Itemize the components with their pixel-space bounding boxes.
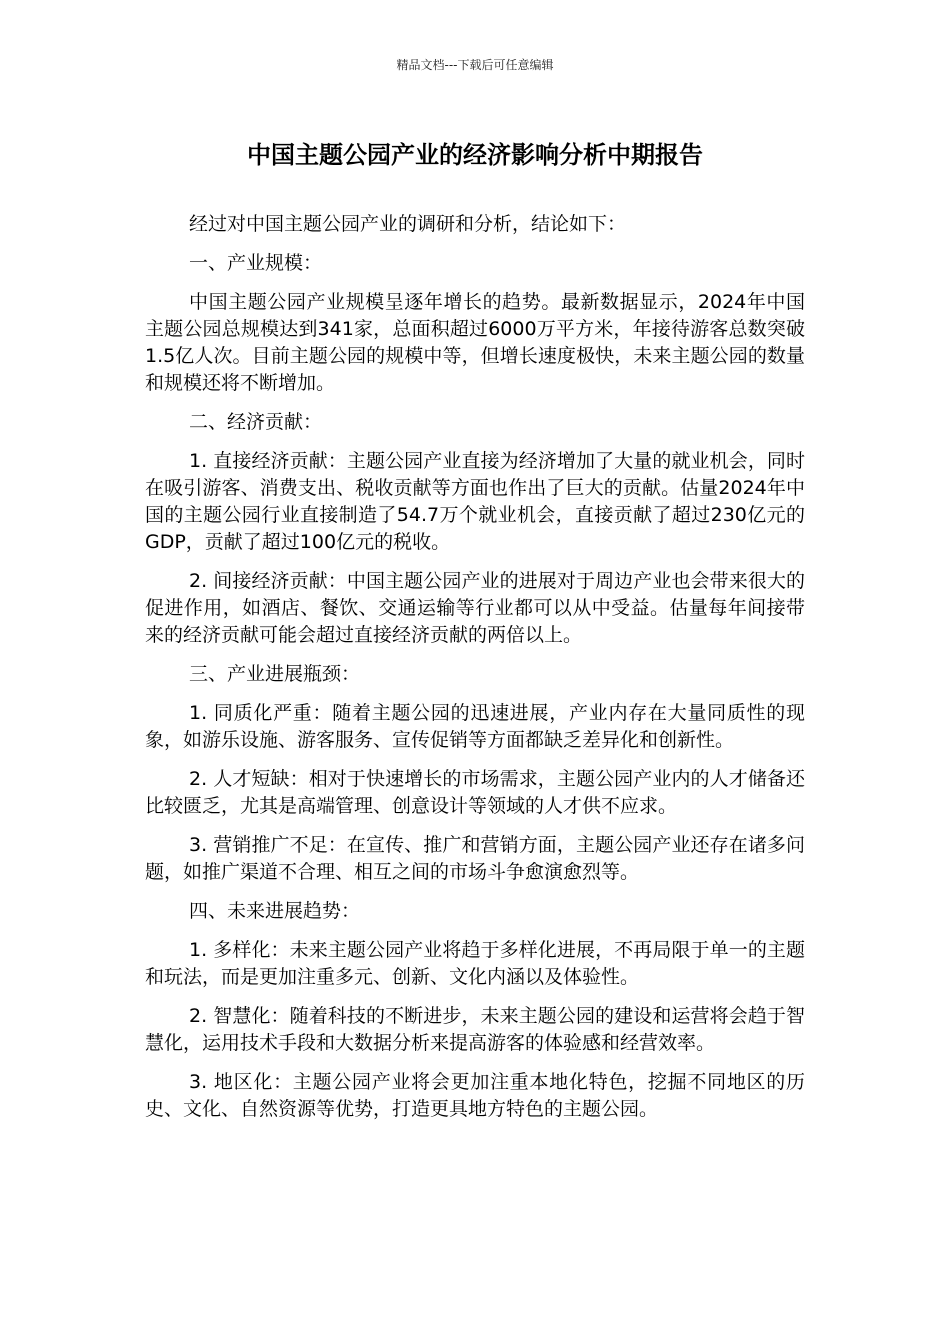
paragraph-direct-contribution: 1. 直接经济贡献：主题公园产业直接为经济增加了大量的就业机会，同时在吸引游客、消费支出、税收贡献等方面也作出了巨大的贡献。估量2024年中国的主题公园行业直接制造了54.7万个就业机会，直接贡献了超过230亿元的GDP，贡献了超过100亿元的税收。 — [145, 450, 805, 553]
section-heading-bottlenecks: 三、产业进展瓶颈： — [189, 663, 361, 685]
document-body — [145, 211, 805, 1135]
paragraph-homogenization: 1. 同质化严重：随着主题公园的迅速进展，产业内存在大量同质性的现象，如游乐设施、游客服务、宣传促销等方面都缺乏差异化和创新性。 — [145, 702, 805, 751]
section-heading-future-trends: 四、未来进展趋势： — [189, 900, 361, 922]
paragraph-talent-shortage: 2. 人才短缺：相对于快速增长的市场需求，主题公园产业内的人才储备还比较匮乏，尤其是高端管理、创意设计等领域的人才供不应求。 — [145, 768, 805, 817]
paragraph-smart: 2. 智慧化：随着科技的不断进步，未来主题公园的建设和运营将会趋于智慧化，运用技术手段和大数据分析来提高游客的体验感和经营效率。 — [145, 1005, 805, 1054]
intro-paragraph: 经过对中国主题公园产业的调研和分析，结论如下： — [189, 213, 627, 235]
paragraph-indirect-contribution: 2. 间接经济贡献：中国主题公园产业的进展对于周边产业也会带来很大的促进作用，如酒店、餐饮、交通运输等行业都可以从中受益。估量每年间接带来的经济贡献可能会超过直接经济贡献的两倍以上。 — [145, 570, 805, 646]
paragraph-localization: 3. 地区化：主题公园产业将会更加注重本地化特色，挖掘不同地区的历史、文化、自然资源等优势，打造更具地方特色的主题公园。 — [145, 1071, 805, 1120]
paragraph-diversification: 1. 多样化：未来主题公园产业将趋于多样化进展，不再局限于单一的主题和玩法，而是更加注重多元、创新、文化内涵以及体验性。 — [145, 939, 805, 988]
document-title: 中国主题公园产业的经济影响分析中期报告 — [247, 141, 703, 169]
paragraph-industry-scale: 中国主题公园产业规模呈逐年增长的趋势。最新数据显示，2024年中国主题公园总规模达到341家，总面积超过6000万平方米，年接待游客总数突破1.5亿人次。目前主题公园的规模中等，但增长速度极快，未来主题公园的数量和规模还将不断增加。 — [145, 291, 805, 394]
paragraph-marketing: 3. 营销推广不足：在宣传、推广和营销方面，主题公园产业还存在诸多问题，如推广渠道不合理、相互之间的市场斗争愈演愈烈等。 — [145, 834, 805, 883]
page-header-note: 精品文档---下载后可任意编辑 — [396, 58, 554, 72]
section-heading-economic-contribution: 二、经济贡献： — [189, 411, 323, 433]
section-heading-industry-scale: 一、产业规模： — [189, 252, 323, 274]
